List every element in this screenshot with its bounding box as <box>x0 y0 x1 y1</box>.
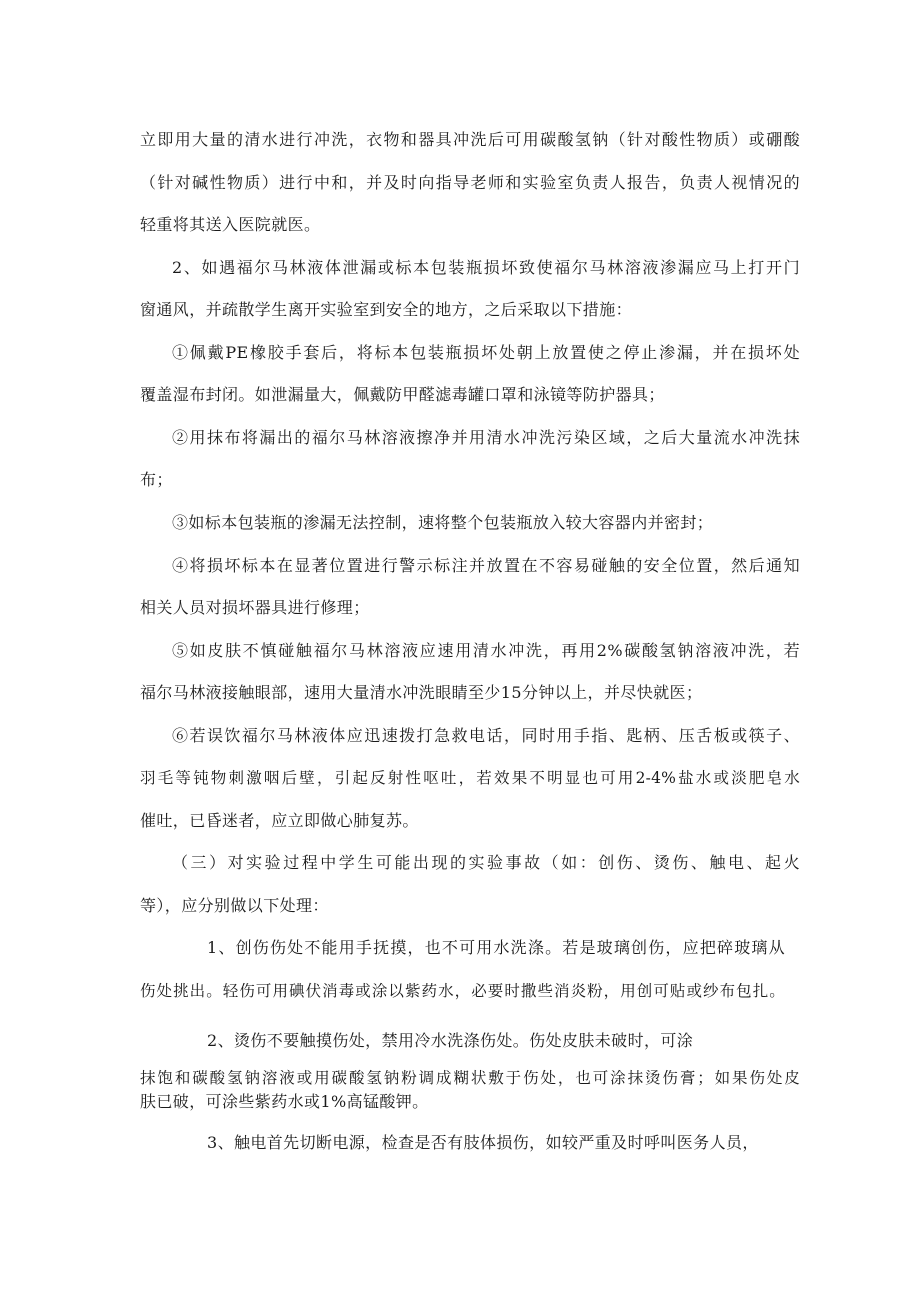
section-heading-line: （三）对实验过程中学生可能出现的实验事故（如：创伤、烫伤、触电、起火 <box>172 853 800 872</box>
text-line: 1、创伤伤处不能用手抚摸，也不可用水洗涤。若是玻璃创伤，应把碎玻璃从 <box>207 938 785 957</box>
text-line: 相关人员对损坏器具进行修理； <box>140 598 370 617</box>
text-line: 3、触电首先切断电源，检查是否有肢体损伤，如较严重及时呼叫医务人员， <box>207 1133 759 1152</box>
text-line: 催吐，已昏迷者，应立即做心肺复苏。 <box>140 811 419 830</box>
text-line: 福尔马林液接触眼部，速用大量清水冲洗眼睛至少15分钟以上，并尽快就医； <box>140 683 703 702</box>
text-line: 窗通风，并疏散学生离开实验室到安全的地方，之后采取以下措施： <box>140 300 633 319</box>
text-line: 羽毛等钝物刺激咽后壁，引起反射性呕吐，若效果不明显也可用2-4%盐水或淡肥皂水 <box>140 769 800 787</box>
text-line: 等），应分别做以下处理： <box>140 896 329 915</box>
text-line: ④将损坏标本在显著位置进行警示标注并放置在不容易碰触的安全位置，然后通知 <box>172 556 800 575</box>
text-line: 2、如遇福尔马林液体泄漏或标本包装瓶损坏致使福尔马林溶液渗漏应马上打开门 <box>172 258 800 277</box>
text-line: ③如标本包装瓶的渗漏无法控制，速将整个包装瓶放入较大容器内并密封； <box>172 513 714 532</box>
text-line: 布； <box>140 470 173 489</box>
text-line: ①佩戴PE橡胶手套后，将标本包装瓶损坏处朝上放置使之停止渗漏，并在损坏处 <box>172 343 800 362</box>
text-line: 轻重将其送入医院就医。 <box>140 215 321 234</box>
text-line: ⑤如皮肤不慎碰触福尔马林溶液应速用清水冲洗，再用2%碳酸氢钠溶液冲洗，若 <box>172 641 800 660</box>
text-line: 抹饱和碳酸氢钠溶液或用碳酸氢钠粉调成糊状敷于伤处，也可涂抹烫伤膏；如果伤处皮 <box>140 1069 800 1087</box>
text-line: 立即用大量的清水进行冲洗，衣物和器具冲洗后可用碳酸氢钠（针对酸性物质）或硼酸 <box>140 130 800 149</box>
text-line: （针对碱性物质）进行中和，并及时向指导老师和实验室负责人报告，负责人视情况的 <box>140 173 800 192</box>
text-line: ⑥若误饮福尔马林液体应迅速拨打急救电话，同时用手指、匙柄、压舌板或筷子、 <box>172 726 800 745</box>
text-line: ②用抹布将漏出的福尔马林溶液擦净并用清水冲洗污染区域，之后大量流水冲洗抹 <box>172 428 800 447</box>
text-line: 肤已破，可涂些紫药水或1%高锰酸钾。 <box>140 1092 429 1111</box>
text-line: 2、烫伤不要触摸伤处，禁用冷水洗涤伤处。伤处皮肤未破时，可涂 <box>207 1031 694 1050</box>
text-line: 伤处挑出。轻伤可用碘伏消毒或涂以紫药水，必要时撒些消炎粉，用创可贴或纱布包扎。 <box>140 982 785 1000</box>
text-line: 覆盖湿布封闭。如泄漏量大，佩戴防甲醛滤毒罐口罩和泳镜等防护器具； <box>140 385 665 404</box>
